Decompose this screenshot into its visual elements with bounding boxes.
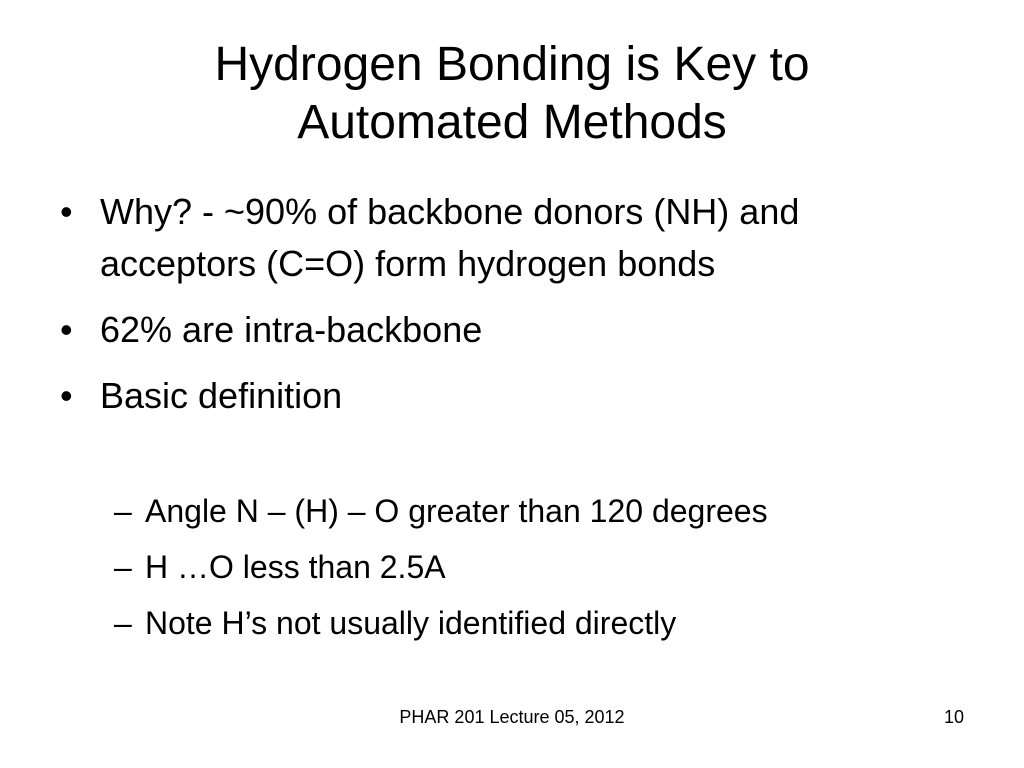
sub-bullet-list	[114, 490, 974, 658]
sub-bullet-text: Note H’s not usually identified directly	[145, 605, 677, 641]
bullet-text: 62% are intra-backbone	[100, 309, 483, 350]
dash-marker: –	[114, 493, 132, 529]
bullet-marker: •	[60, 191, 73, 232]
sub-bullet-item	[114, 602, 974, 644]
sub-bullet-item	[114, 546, 974, 588]
bullet-item	[60, 304, 960, 356]
footer-text: PHAR 201 Lecture 05, 2012	[399, 707, 625, 727]
bullet-list	[60, 186, 960, 432]
bullet-item	[60, 370, 960, 422]
bullet-marker: •	[60, 375, 73, 416]
sub-bullet-text: Angle N – (H) – O greater than 120 degrees	[145, 493, 768, 529]
bullet-text: Basic definition	[100, 375, 343, 416]
slide-title	[80, 36, 944, 152]
bullet-text: Why? - ~90% of backbone donors (NH) and acceptors (C=O) form hydrogen bonds	[100, 191, 800, 284]
sub-bullet-item	[114, 490, 974, 532]
bullet-item	[60, 186, 960, 290]
bullet-marker: •	[60, 309, 73, 350]
title-line-1: Hydrogen Bonding is Key to	[214, 38, 810, 91]
slide-number: 10	[943, 707, 964, 727]
dash-marker: –	[114, 549, 132, 585]
sub-bullet-text: H …O less than 2.5A	[145, 549, 446, 585]
dash-marker: –	[114, 605, 132, 641]
title-line-2: Automated Methods	[297, 96, 727, 149]
